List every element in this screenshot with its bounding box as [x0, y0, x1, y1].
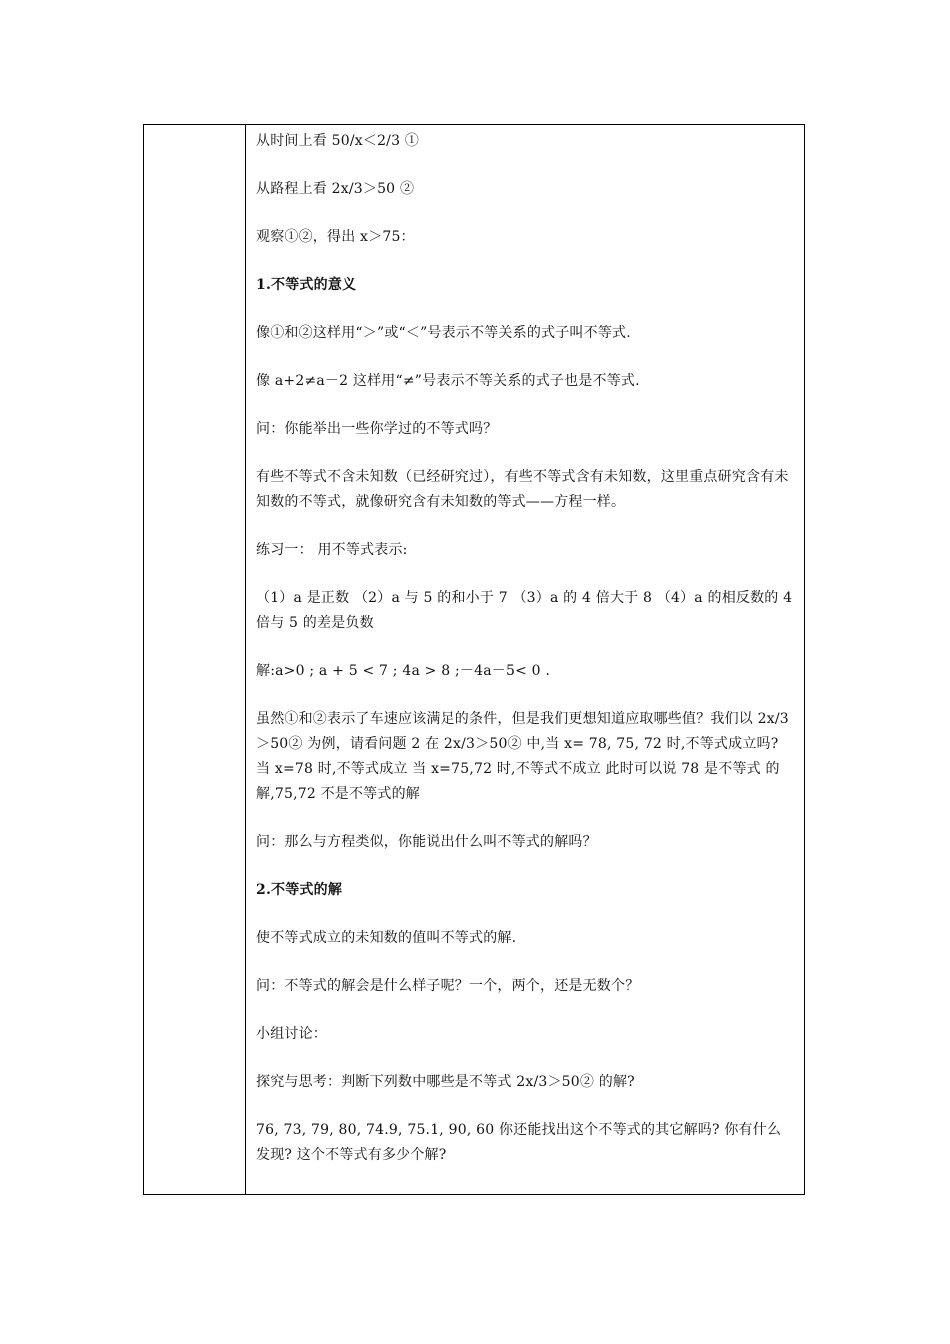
group-discussion: 小组讨论： [256, 1026, 327, 1042]
exercise-items: （1）a 是正数 （2）a 与 5 的和小于 7 （3）a 的 4 倍大于 8 （4）a 的相反数的 4 倍与 5 的差是负数 [256, 590, 793, 631]
content-cell [246, 125, 804, 1194]
section-heading-solution: 2.不等式的解 [256, 882, 343, 898]
not-equal-paragraph: 像 a+2≠a－2 这样用“≠”号表示不等关系的式子也是不等式. [256, 373, 640, 389]
candidate-numbers: 76, 73, 79, 80, 74.9, 75.1, 90, 60 你还能找出这个不等式的其它解吗? 你有什么发现? 这个不等式有多少个解? [256, 1122, 782, 1163]
time-inequality: 从时间上看 50/x＜2/3 ① [256, 133, 420, 149]
question-solution-count: 问：不等式的解会是什么样子呢？一个，两个，还是无数个？ [256, 978, 640, 994]
question-solution-definition: 问：那么与方程类似，你能说出什么叫不等式的解吗？ [256, 834, 597, 850]
exercise-heading: 练习一： 用不等式表示: [256, 542, 408, 558]
definition-paragraph: 像①和②这样用“＞”或“＜”号表示不等关系的式子叫不等式. [256, 325, 631, 341]
problem-discussion: 虽然①和②表示了车速应该满足的条件，但是我们更想知道应取哪些值？我们以 2x/3＞50② 为例，请看问题 2 在 2x/3＞50② 中,当 x= 78, 75, 72 时,不等式成立吗? 当 x=78 时,不等式成立 当 x=75,72 时,不等式不成立 此时可以说 78 是不等式 的解,75,72 不是不等式的解 [256, 711, 789, 802]
left-column-cell [144, 125, 246, 1194]
solution-definition: 使不等式成立的未知数的值叫不等式的解. [256, 930, 517, 946]
question-examples: 问：你能举出一些你学过的不等式吗？ [256, 421, 498, 437]
unknowns-paragraph: 有些不等式不含未知数（已经研究过），有些不等式含有未知数，这里重点研究含有未知数的不等式，就像研究含有未知数的等式——方程一样。 [256, 469, 789, 510]
distance-inequality: 从路程上看 2x/3＞50 ② [256, 181, 415, 197]
exercise-answer: 解:a>0 ; a + 5 < 7 ; 4a > 8 ;－4a－5< 0 . [256, 663, 551, 679]
observation: 观察①②，得出 x＞75： [256, 229, 415, 245]
explore-think: 探究与思考：判断下列数中哪些是不等式 2x/3＞50② 的解? [256, 1074, 635, 1090]
section-heading-meaning: 1.不等式的意义 [256, 277, 357, 293]
lesson-table [143, 124, 805, 1195]
